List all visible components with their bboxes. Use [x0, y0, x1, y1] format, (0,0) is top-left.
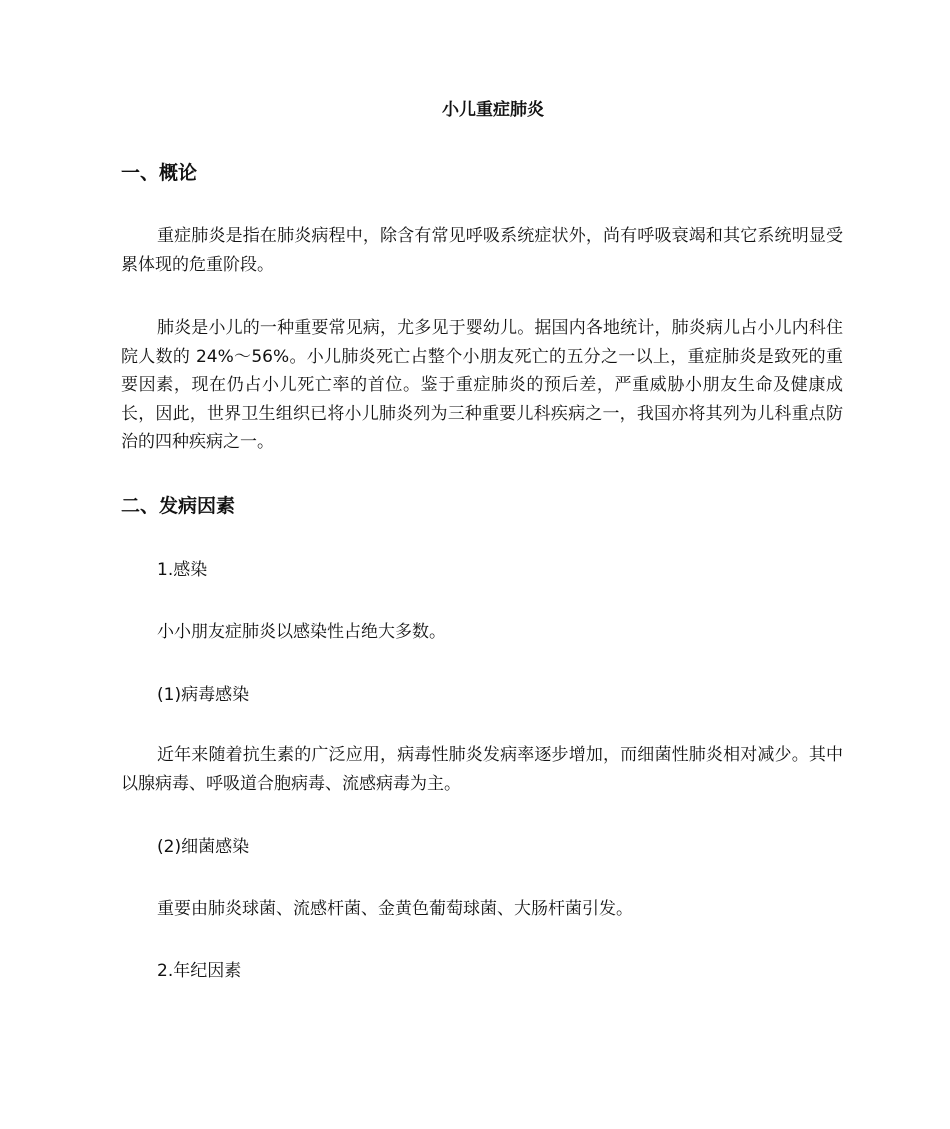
subheading-viral-infection: (1)病毒感染	[157, 685, 250, 705]
paragraph-infection-majority: 小小朋友症肺炎以感染性占绝大多数。	[157, 622, 446, 642]
paragraph-viral-infection: 近年来随着抗生素的广泛应用，病毒性肺炎发病率逐步增加，而细菌性肺炎相对减少。其中以腺病毒、呼吸道合胞病毒、流感病毒为主。	[121, 745, 843, 794]
section-heading-overview: 一、概论	[121, 162, 198, 184]
subheading-age-factor: 2.年纪因素	[157, 961, 242, 981]
subheading-bacterial-infection: (2)细菌感染	[157, 837, 250, 857]
paragraph-bacterial-infection: 重要由肺炎球菌、流感杆菌、金黄色葡萄球菌、大肠杆菌引发。	[157, 899, 633, 919]
section-heading-causes: 二、发病因素	[121, 495, 236, 517]
paragraph-definition: 重症肺炎是指在肺炎病程中，除含有常见呼吸系统症状外，尚有呼吸衰竭和其它系统明显受累体现的危重阶段。	[121, 226, 843, 275]
document-title: 小儿重症肺炎	[442, 100, 544, 120]
subheading-infection: 1.感染	[157, 560, 208, 580]
paragraph-epidemiology: 肺炎是小儿的一种重要常见病，尤多见于婴幼儿。据国内各地统计，肺炎病儿占小儿内科住院人数的 24%～56%。小儿肺炎死亡占整个小朋友死亡的五分之一以上，重症肺炎是致死的重要因素，现在仍占小儿死亡率的首位。鉴于重症肺炎的预后差，严重威胁小朋友生命及健康成长，因此，世界卫生组织已将小儿肺炎列为三种重要儿科疾病之一，我国亦将其列为儿科重点防治的四种疾病之一。	[121, 318, 843, 452]
